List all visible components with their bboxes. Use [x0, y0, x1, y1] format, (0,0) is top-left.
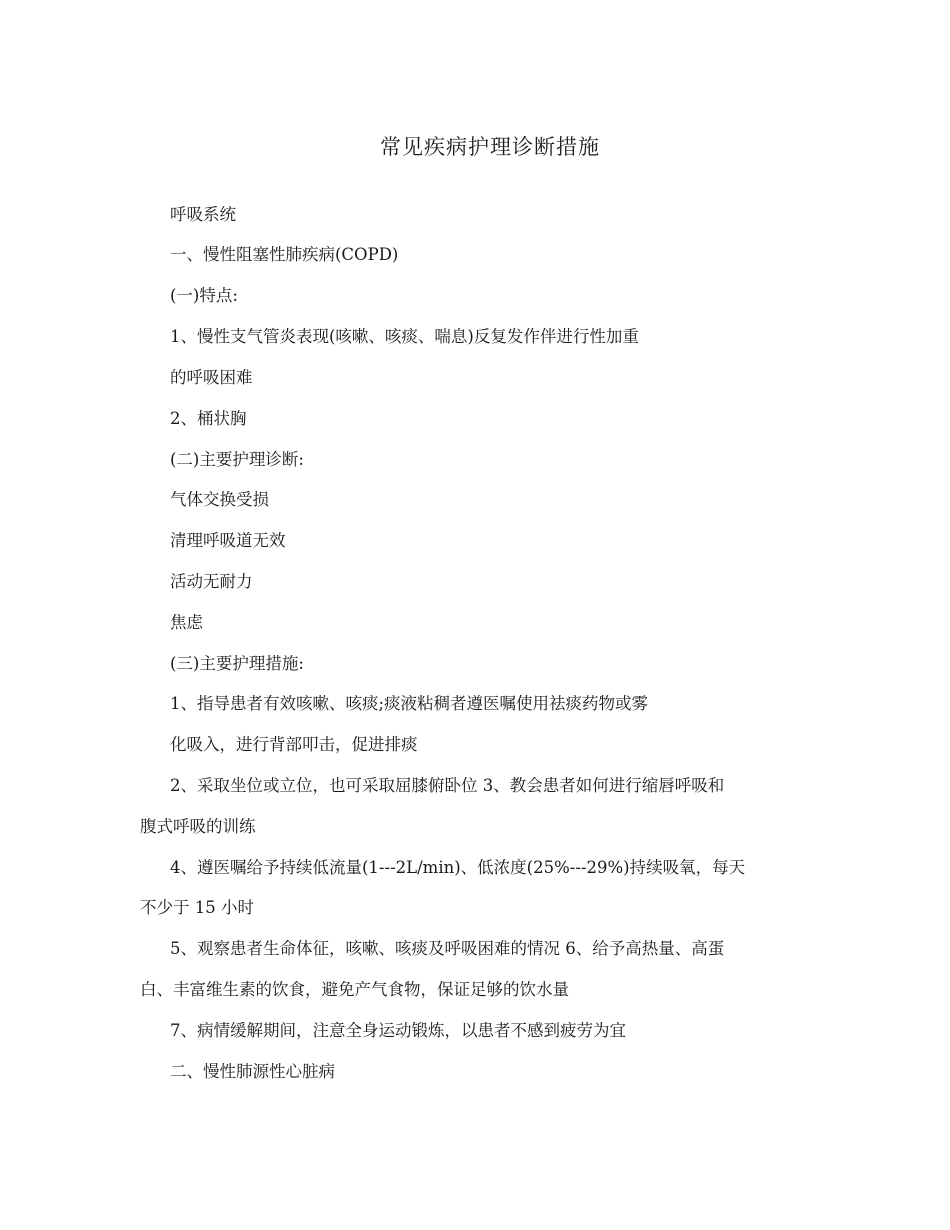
subsection-heading: (三)主要护理措施:	[170, 654, 304, 673]
subsection-heading: (二)主要护理诊断:	[170, 450, 304, 469]
paragraph-line: 4、遵医嘱给予持续低流量(1---2L/min)、低浓度(25%---29%)持续吸氧，每天	[170, 858, 746, 877]
paragraph-line: 腹式呼吸的训练	[140, 817, 256, 836]
paragraph-line: 的呼吸困难	[170, 368, 253, 387]
paragraph-line: 1、慢性支气管炎表现(咳嗽、咳痰、喘息)反复发作伴进行性加重	[170, 327, 639, 346]
disease-heading: 二、慢性肺源性心脏病	[170, 1062, 335, 1081]
diagnosis-item: 活动无耐力	[170, 572, 253, 591]
paragraph-line: 化吸入，进行背部叩击，促进排痰	[170, 735, 418, 754]
document-title: 常见疾病护理诊断措施	[380, 135, 600, 159]
paragraph-line: 白、丰富维生素的饮食，避免产气食物，保证足够的饮水量	[140, 980, 569, 999]
paragraph-line: 不少于 15 小时	[140, 898, 254, 917]
diagnosis-item: 清理呼吸道无效	[170, 531, 286, 550]
disease-heading: 一、慢性阻塞性肺疾病(COPD)	[170, 245, 399, 264]
diagnosis-item: 气体交换受损	[170, 490, 269, 509]
diagnosis-item: 焦虑	[170, 613, 203, 632]
paragraph-line: 5、观察患者生命体征，咳嗽、咳痰及呼吸困难的情况 6、给予高热量、高蛋	[170, 939, 725, 958]
subsection-heading: (一)特点:	[170, 286, 238, 305]
paragraph-line: 1、指导患者有效咳嗽、咳痰;痰液粘稠者遵医嘱使用祛痰药物或雾	[170, 694, 649, 713]
paragraph-line: 7、病情缓解期间，注意全身运动锻炼，以患者不感到疲劳为宜	[170, 1021, 626, 1040]
paragraph-line: 2、采取坐位或立位，也可采取屈膝俯卧位 3、教会患者如何进行缩唇呼吸和	[170, 776, 725, 795]
section-heading: 呼吸系统	[170, 205, 236, 224]
paragraph-line: 2、桶状胸	[170, 409, 247, 428]
